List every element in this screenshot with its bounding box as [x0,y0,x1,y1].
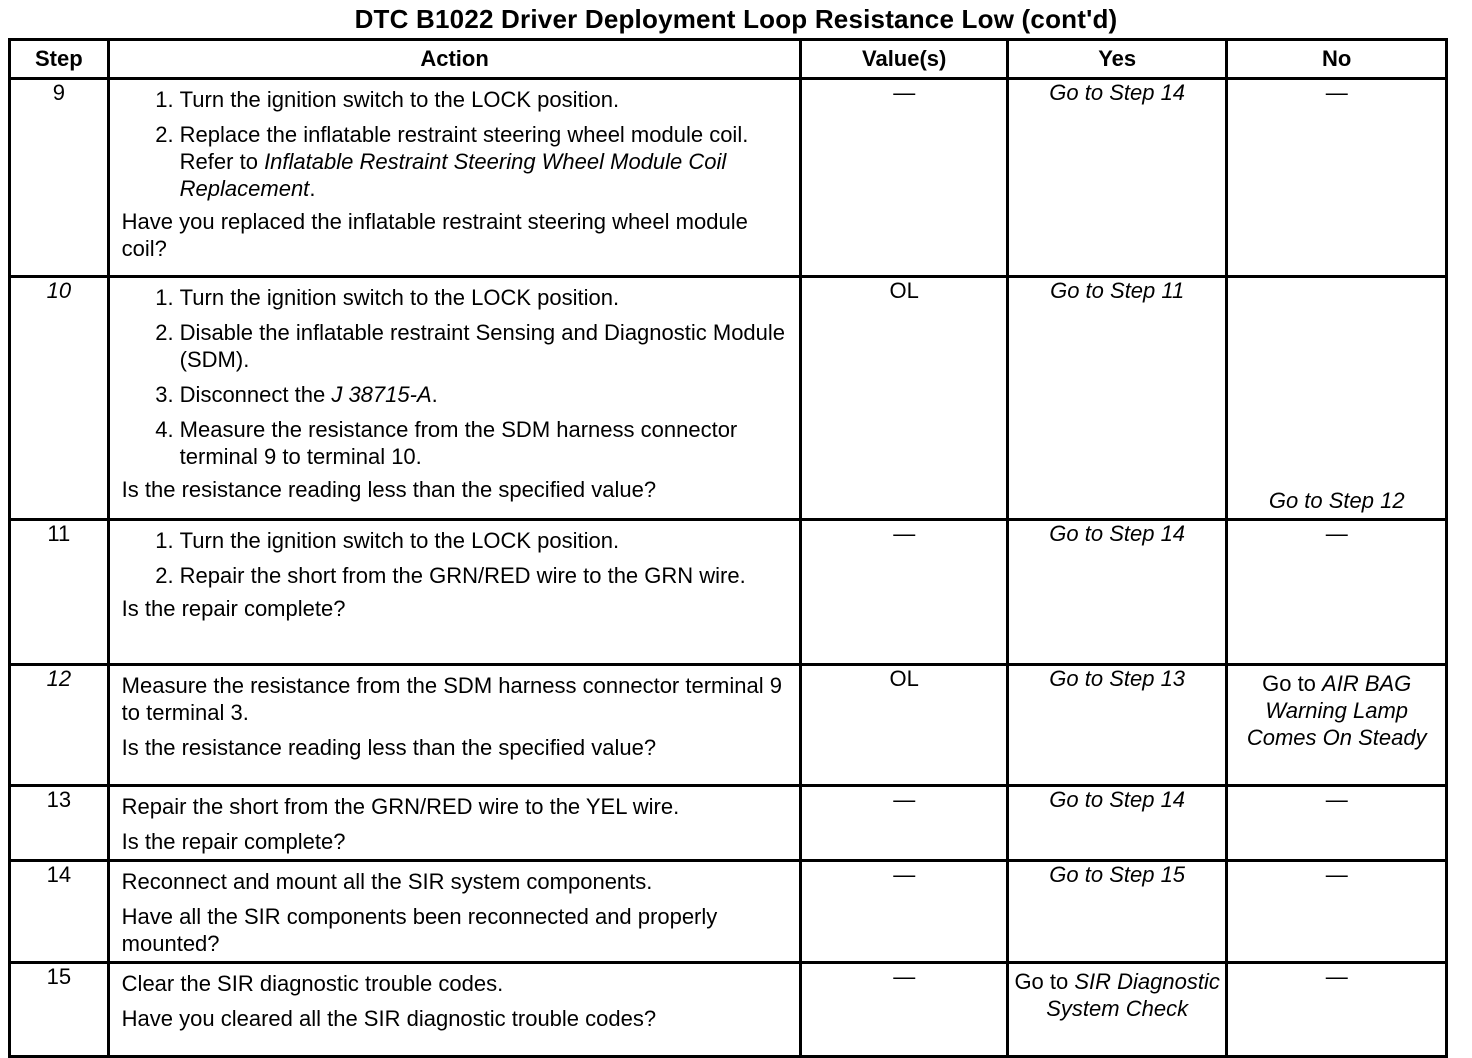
value-cell: — [801,79,1007,277]
yes-cell: Go to Step 14 [1007,520,1227,665]
action-text: Reconnect and mount all the SIR system components. [121,869,653,894]
procedure-reference: Inflatable Restraint Steering Wheel Module Coil Replacement [179,149,727,201]
procedure-reference: AIR BAG Warning Lamp Comes On Steady [1246,671,1427,750]
yes-prefix: Go to [1014,969,1069,994]
step-number: 9 [10,79,109,277]
action-item: 2. Replace the inflatable restraint steering wheel module coil. Refer to Inflatable Restraint Steering Wheel Module Coil Replacement. [180,121,792,202]
action-question: Is the repair complete? [121,596,346,621]
yes-cell: Go to Step 11 [1007,277,1227,520]
action-question: Have you replaced the inflatable restraint steering wheel module coil? [121,209,748,261]
action-item: 1. Turn the ignition switch to the LOCK position. [180,527,792,554]
yes-cell: Go to Step 13 [1007,665,1227,786]
table-row [10,277,1447,520]
action-cell [108,277,801,520]
header-action: Action [108,40,801,79]
no-cell [1227,665,1447,786]
action-question: Is the resistance reading less than the specified value? [121,477,657,502]
value-cell: — [801,861,1007,963]
action-question: Is the resistance reading less than the specified value? [121,735,657,760]
step-number: 14 [10,861,109,963]
step-number: 12 [10,665,109,786]
step-number: 15 [10,963,109,1057]
value-cell: OL [801,665,1007,786]
yes-cell: Go to Step 15 [1007,861,1227,963]
action-item: 1. Turn the ignition switch to the LOCK position. [180,86,792,113]
value-cell: OL [801,277,1007,520]
action-item: 1. Turn the ignition switch to the LOCK position. [180,284,792,311]
action-cell [108,963,801,1057]
procedure-reference: SIR Diagnostic System Check [1046,969,1220,1021]
action-text: Clear the SIR diagnostic trouble codes. [121,971,504,996]
yes-cell [1007,963,1227,1057]
action-item: 2. Disable the inflatable restraint Sensing and Diagnostic Module (SDM). [180,319,792,373]
no-prefix: Go to [1262,671,1316,696]
no-cell: — [1227,861,1447,963]
yes-cell: Go to Step 14 [1007,79,1227,277]
step-number: 10 [10,277,109,520]
step-number: 13 [10,786,109,861]
table-row [10,665,1447,786]
action-question: Have all the SIR components been reconnected and properly mounted? [121,904,718,956]
header-yes: Yes [1007,40,1227,79]
dtc-table [8,38,1448,1058]
action-cell [108,520,801,665]
no-cell: — [1227,786,1447,861]
table-row [10,963,1447,1057]
action-question: Is the repair complete? [121,829,346,854]
action-cell [108,786,801,861]
value-cell: — [801,520,1007,665]
no-cell: — [1227,79,1447,277]
action-item: 4. Measure the resistance from the SDM harness connector terminal 9 to terminal 10. [180,416,792,470]
action-item: 2. Repair the short from the GRN/RED wire to the GRN wire. [180,562,792,589]
table-row [10,79,1447,277]
action-cell [108,79,801,277]
value-cell: — [801,963,1007,1057]
yes-cell: Go to Step 14 [1007,786,1227,861]
table-row [10,520,1447,665]
action-question: Have you cleared all the SIR diagnostic trouble codes? [121,1006,657,1031]
action-text: Measure the resistance from the SDM harness connector terminal 9 to terminal 3. [121,673,782,725]
no-cell: — [1227,963,1447,1057]
action-text: Repair the short from the GRN/RED wire to the YEL wire. [121,794,680,819]
header-no: No [1227,40,1447,79]
header-step: Step [10,40,109,79]
action-cell [108,665,801,786]
header-row [10,40,1447,79]
action-cell [108,861,801,963]
value-cell: — [801,786,1007,861]
table-row [10,786,1447,861]
no-cell: — [1227,520,1447,665]
table-row [10,861,1447,963]
header-values: Value(s) [801,40,1007,79]
step-number: 11 [10,520,109,665]
action-item: 3. Disconnect the J 38715-A. [180,381,792,408]
no-cell: Go to Step 12 [1227,277,1447,520]
page-title: DTC B1022 Driver Deployment Loop Resistance Low (cont'd) [354,4,1118,34]
tool-reference: J 38715-A [331,382,432,407]
